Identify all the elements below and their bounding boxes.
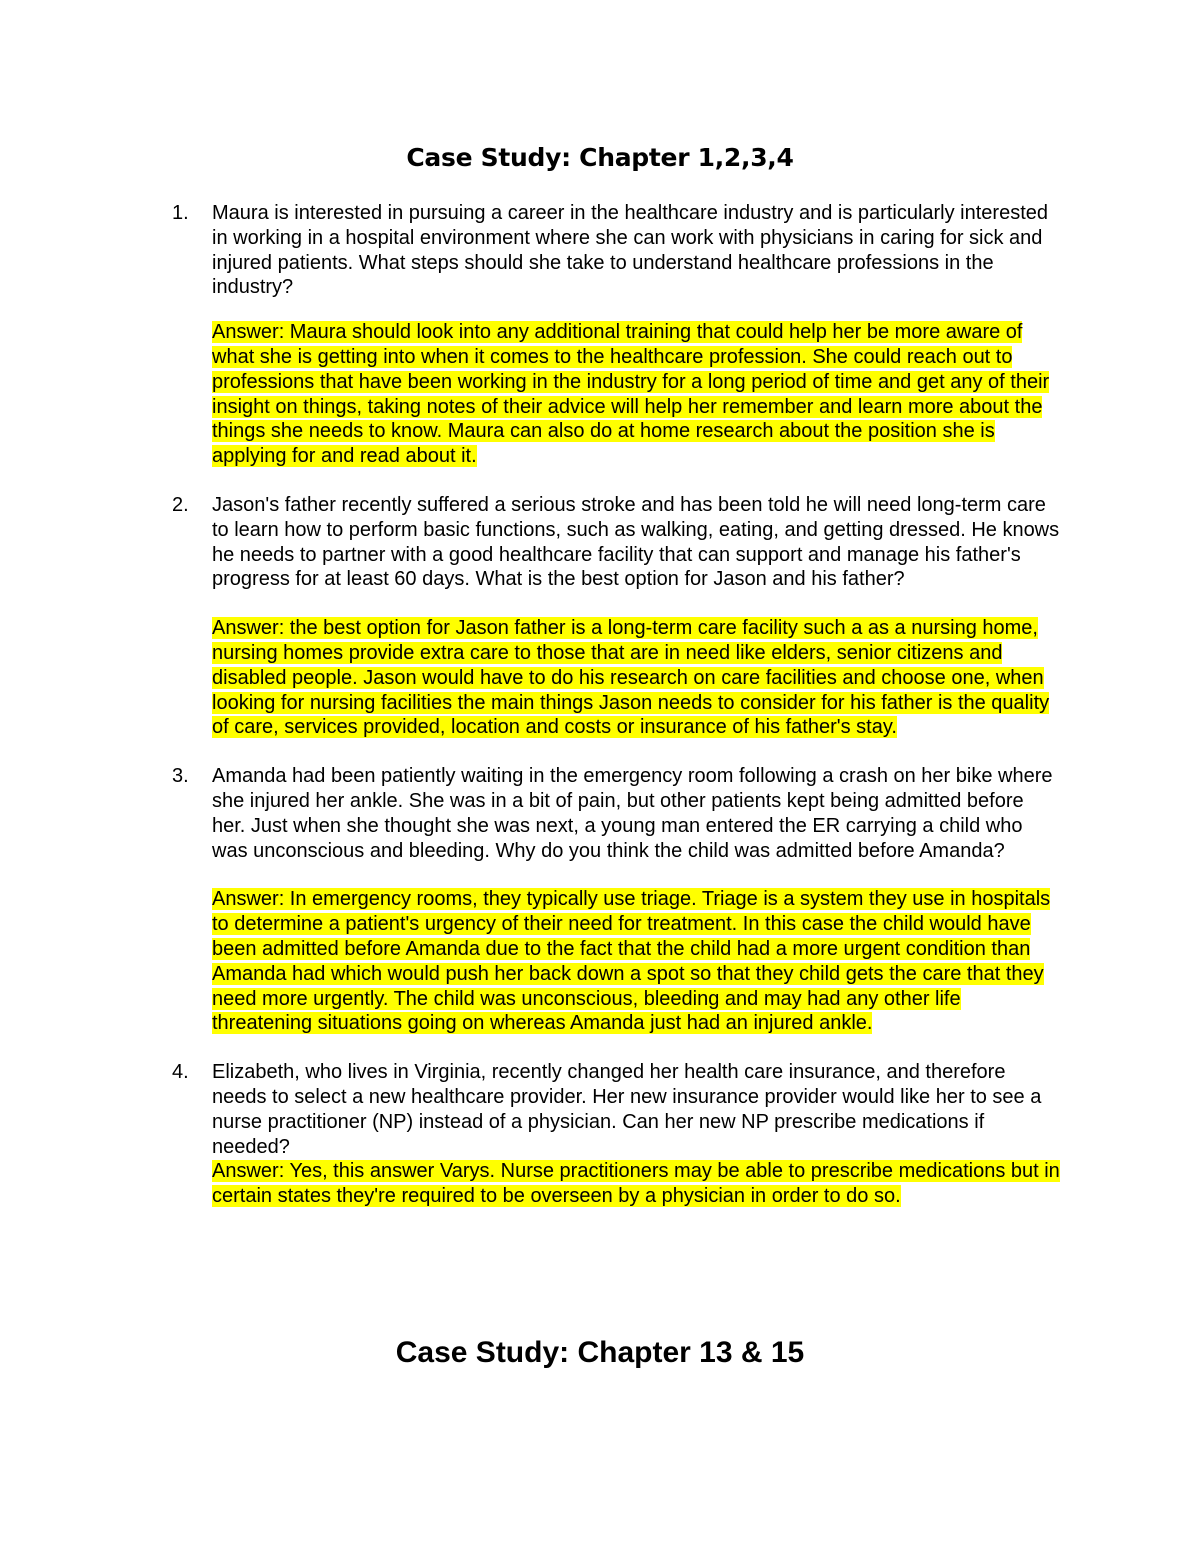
question-text: Jason's father recently suffered a serious stroke and has been told he will need long-term care to learn how to perform basic functions, such as walking, eating, and getting dressed. He knows he needs to partner with a good healthcare facility that can support and manage his father's progress for at least 60 days. What is the best option for Jason and his father?	[212, 493, 1060, 591]
list-item	[172, 201, 1072, 469]
question-text: Amanda had been patiently waiting in the emergency room following a crash on her bike where she injured her ankle. She was in a bit of pain, but other patients kept being admitted before her. Just when she thought she was next, a young man entered the ER carrying a child who was unconscious and bleeding. Why do you think the child was admitted before Amanda?	[212, 765, 1053, 862]
answer-paragraph	[212, 887, 1062, 1036]
section-title: Case Study: Chapter 13 & 15	[395, 1336, 805, 1369]
answer-highlight: Answer: the best option for Jason father is a long-term care facility such a as a nursing home, nursing homes provide extra care to those that are in need like elders, senior citizens and disabled people. Jason would have to do his research on care facilities and choose one, when looking for nursing facilities the main things Jason needs to consider for his father is the quality of care, services provided, location and costs or insurance of his father's stay.	[212, 617, 1050, 739]
document-title: Case Study: Chapter 1,2,3,4	[406, 143, 794, 172]
item-number: 3.	[172, 765, 189, 788]
answer-highlight: Answer: In emergency rooms, they typically use triage. Triage is a system they use in hospitals to determine a patient's urgency of their need for treatment. In this case the child would have been admitted before Amanda due to the fact that the child had a more urgent condition than Amanda had which would push her back down a spot so that they child gets the care that they need more urgently. The child was unconscious, bleeding and may had any other life threatening situations going on whereas Amanda just had an injured ankle.	[212, 888, 1051, 1035]
list-item	[172, 493, 1072, 740]
answer-paragraph	[212, 616, 1062, 740]
answer-paragraph	[212, 1159, 1062, 1209]
answer-highlight: Answer: Maura should look into any additional training that could help her be more aware of what she is getting into when it comes to the healthcare profession. She could reach out to professions that have been working in the industry for a long period of time and get any of their insight on things, taking notes of their advice will help her remember and learn more about the things she needs to know. Maura can also do at home research about the position she is applying for and read about it.	[212, 321, 1050, 468]
answer-highlight: Answer: Yes, this answer Varys. Nurse practitioners may be able to prescribe medications but in certain states they're required to be overseen by a physician in order to do so.	[212, 1160, 1060, 1208]
question-text: Maura is interested in pursuing a career in the healthcare industry and is particularly interested in working in a hospital environment where she can work with physicians in caring for sick and injured patients. What steps should she take to understand healthcare professions in the industry?	[212, 202, 1048, 299]
list-item	[172, 764, 1072, 1036]
item-number: 2.	[172, 493, 189, 516]
question-text: Elizabeth, who lives in Virginia, recently changed her health care insurance, and therefore needs to select a new healthcare provider. Her new insurance provider would like her to see a nurse practitioner (NP) instead of a physician. Can her new NP prescribe medications if needed?	[212, 1061, 1042, 1158]
question-list	[172, 201, 1072, 1209]
answer-paragraph	[212, 320, 1062, 469]
item-number: 4.	[172, 1061, 189, 1084]
item-number: 1.	[172, 202, 189, 224]
list-item	[172, 1060, 1072, 1209]
